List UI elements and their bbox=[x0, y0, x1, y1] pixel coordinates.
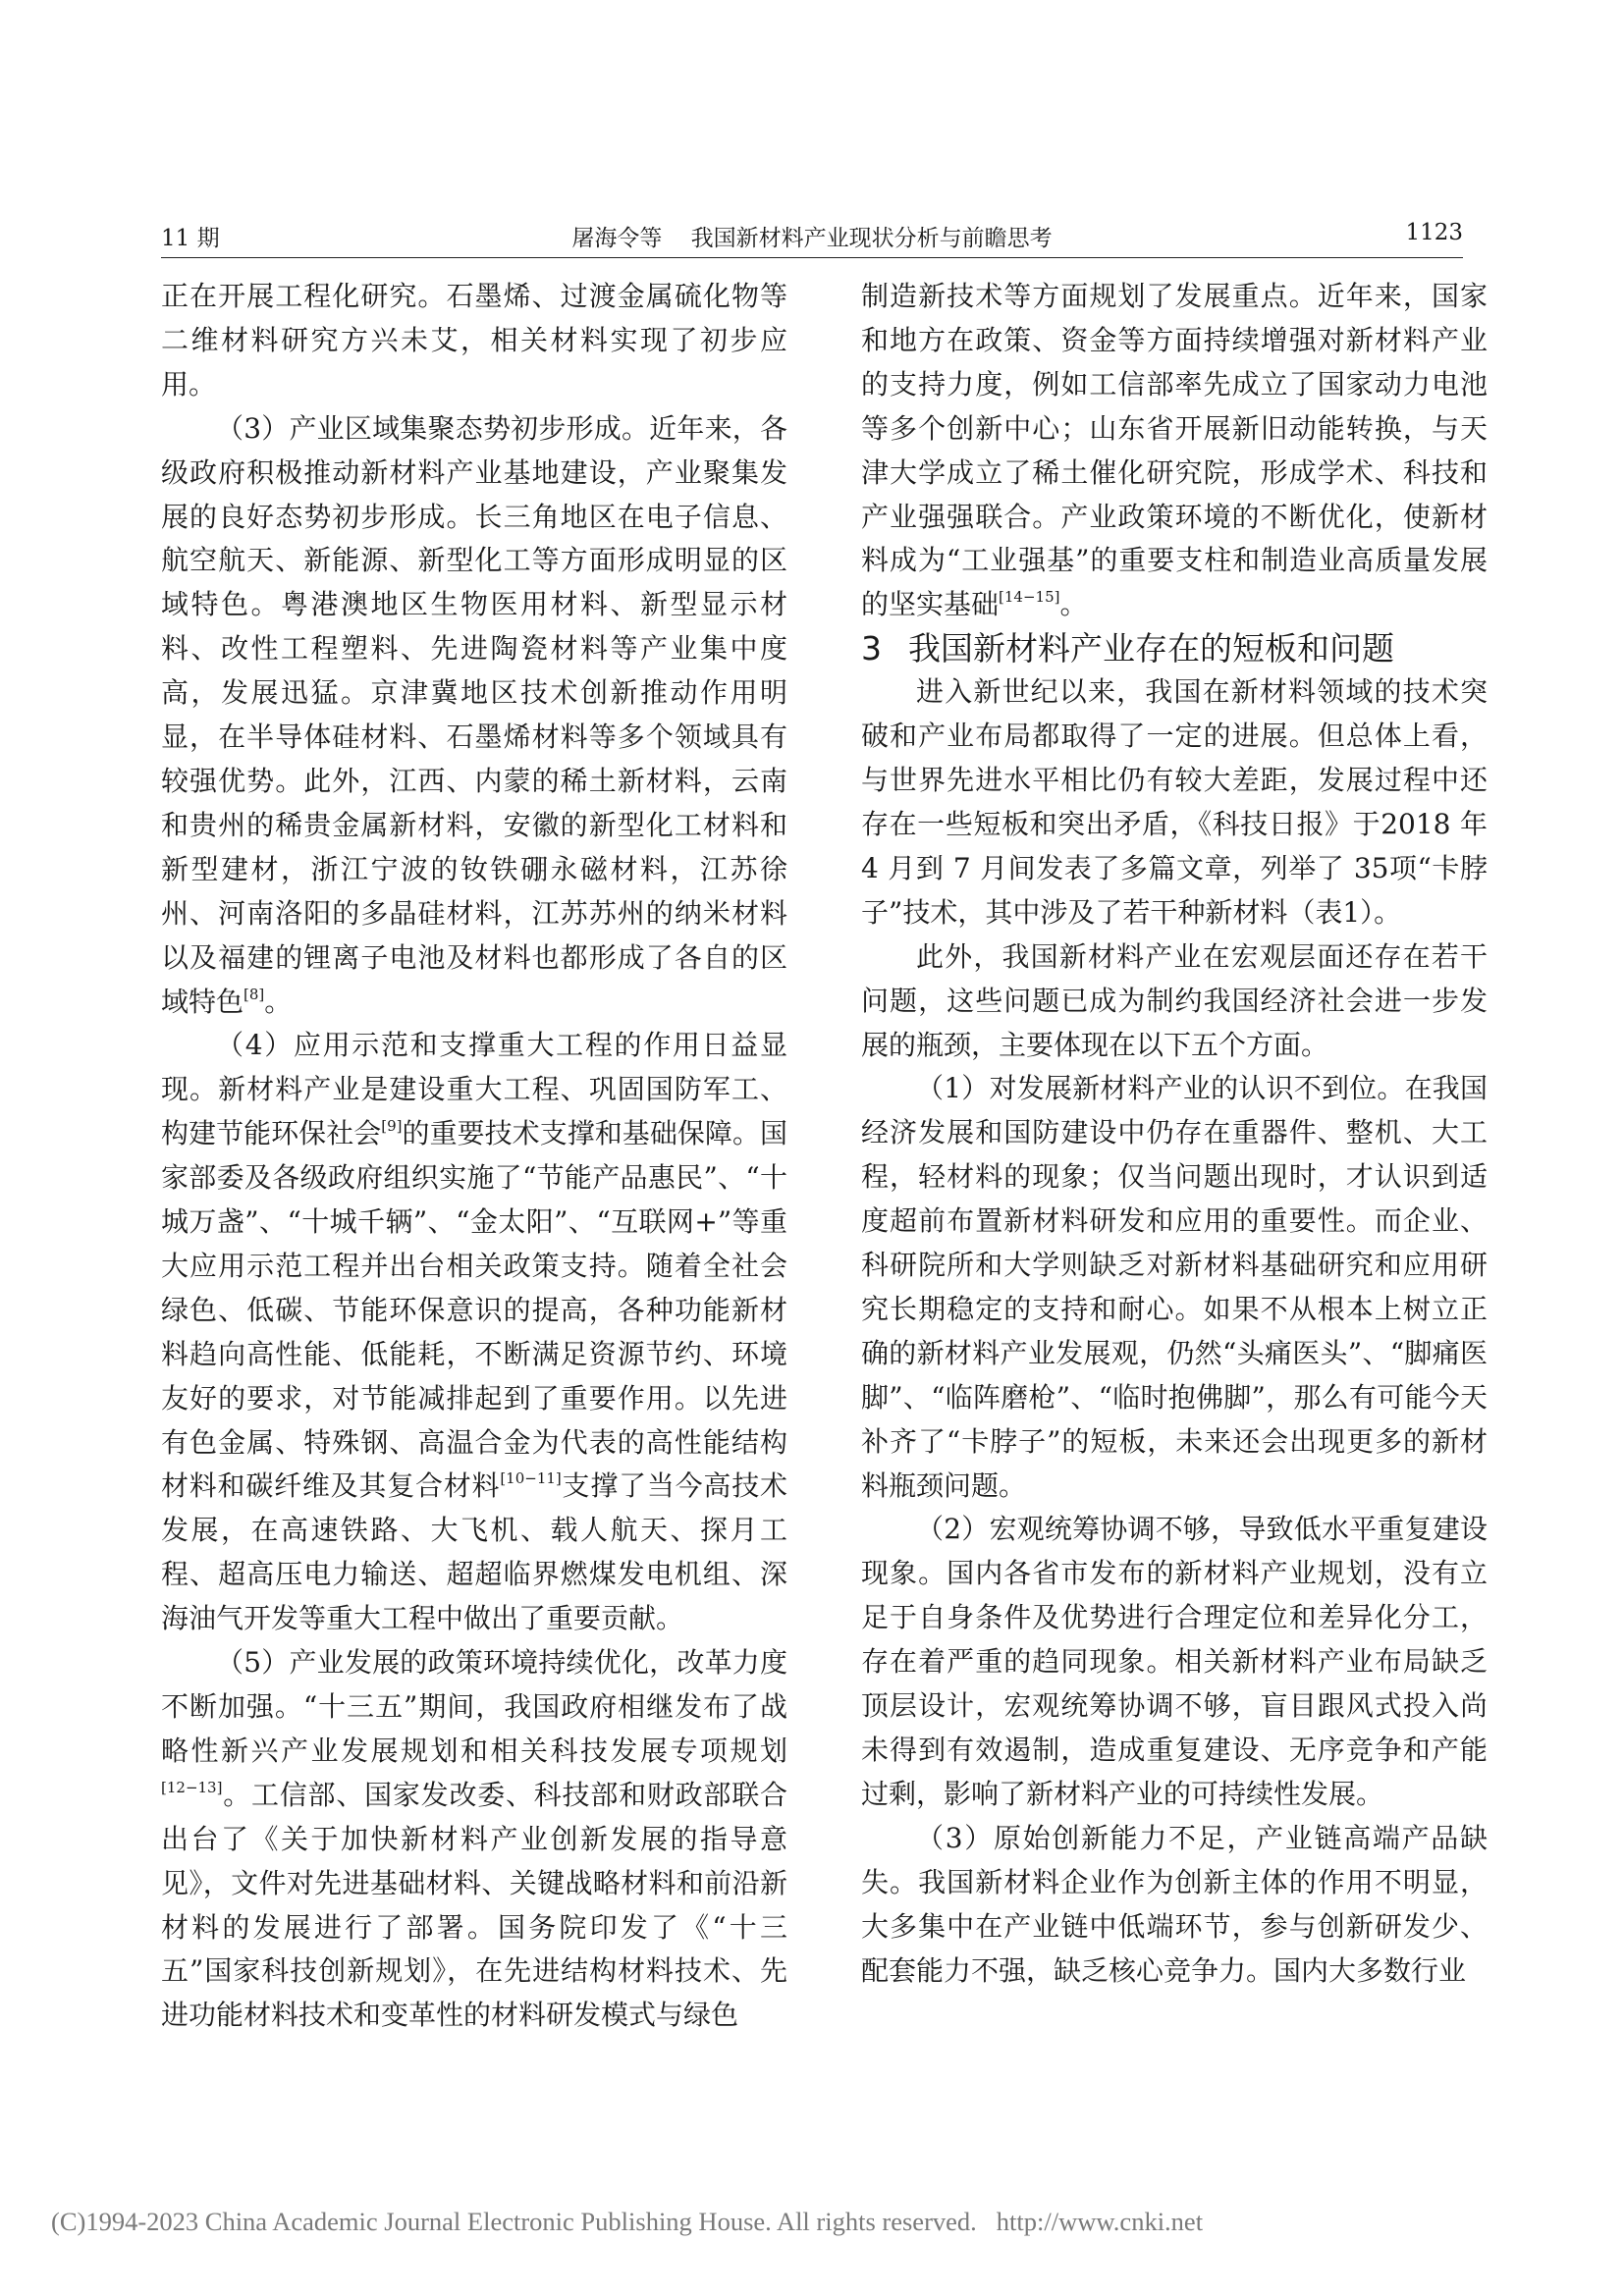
paragraph: 此外，我国新材料产业在宏观层面还存在若干问题，这些问题已成为制约我国经济社会进一步发展的瓶颈，主要体现在以下五个方面。 bbox=[861, 939, 1488, 1061]
paragraph bbox=[861, 275, 1488, 627]
citation: [10−11] bbox=[500, 1469, 562, 1488]
issue-number: 11 期 bbox=[161, 226, 220, 251]
paragraph-text: 制造新技术等方面规划了发展重点。近年来，国家和地方在政策、资金等方面持续增强对新材料产业的支持力度，例如工信部率先成立了国家动力电池等多个创新中心；山东省开展新旧动能转换，与天津大学成立了稀土催化研究院，形成学术、科技和产业强强联合。产业政策环境的不断优化，使新材料成为“工业强基”的重要支柱和制造业高质量发展的坚实基础 bbox=[861, 280, 1488, 621]
paragraph: （1）对发展新材料产业的认识不到位。在我国经济发展和国防建设中仍存在重器件、整机、大工程，轻材料的现象；仅当问题出现时，才认识到适度超前布置新材料研发和应用的重要性。而企业、科研院所和大学则缺乏对新材料基础研究和应用研究长期稳定的支持和耐心。如果不从根本上树立正确的新材料产业发展观，仍然“头痛医头”、“脚痛医脚”、“临阵磨枪”、“临时抱佛脚”，那么有可能今天补齐了“卡脖子”的短板，未来还会出现更多的新材料瓶颈问题。 bbox=[861, 1072, 1488, 1502]
paragraph-text: （3）产业区域集聚态势初步形成。近年来，各级政府积极推动新材料产业基地建设，产业聚集发展的良好态势初步形成。长三角地区在电子信息、航空航天、新能源、新型化工等方面形成明显的区域特色。粤港澳地区生物医用材料、新型显示材料、改性工程塑料、先进陶瓷材料等产业集中度高，发展迅猛。京津冀地区技术创新推动作用明显，在半导体硅材料、石墨烯材料等多个领域具有较强优势。此外，江西、内蒙的稀土新材料，云南和贵州的稀贵金属新材料，安徽的新型化工材料和新型建材，浙江宁波的钕铁硼永磁材料，江苏徐州、河南洛阳的多晶硅材料，江苏苏州的纳米材料以及福建的锂离子电池及材料也都形成了各自的区域特色 bbox=[161, 411, 787, 1018]
paragraph bbox=[161, 1024, 787, 1641]
header-rule bbox=[161, 257, 1463, 258]
paragraph-text: 。工信部、国家发改委、科技部和财政部联合出台了《关于加快新材料产业创新发展的指导意见》，文件对先进基础材料、关键战略材料和前沿新材料的发展进行了部署。国务院印发了《“十三五”国家科技创新规划》，在先进结构材料技术、先进功能材料技术和变革性的材料研发模式与绿色 bbox=[161, 1778, 787, 2032]
section-number: 3 bbox=[861, 629, 882, 668]
section-title: 我国新材料产业存在的短板和问题 bbox=[908, 629, 1394, 668]
section-heading bbox=[861, 627, 1488, 670]
paragraph-text: 支撑了当今高技术发展，在高速铁路、大飞机、载人航天、探月工程、超高压电力输送、超超临界燃煤发电机组、深海油气开发等重大工程中做出了重要贡献。 bbox=[161, 1469, 787, 1635]
citation: [8] bbox=[244, 985, 265, 1003]
paragraph-text: 的重要技术支撑和基础保障。国家部委及各级政府组织实施了“节能产品惠民”、“十城万盏”、“十城千辆”、“金太阳”、“互联网+”等重大应用示范工程并出台相关政策支持。随着全社会绿色、低碳、节能环保意识的提高，各种功能新材料趋向高性能、低能耗，不断满足资源节约、环境友好的要求，对节能减排起到了重要作用。以先进有色金属、特殊钢、高温合金为代表的高性能结构材料和碳纤维及其复合材料 bbox=[161, 1117, 787, 1503]
running-header bbox=[161, 220, 1463, 259]
paragraph: （2）宏观统筹协调不够，导致低水平重复建设现象。国内各省市发布的新材料产业规划，没有立足于自身条件及优势进行合理定位和差异化分工，存在着严重的趋同现象。相关新材料产业布局缺乏顶层设计，宏观统筹协调不够，盲目跟风式投入尚未得到有效遏制，造成重复建设、无序竞争和产能过剩，影响了新材料产业的可持续性发展。 bbox=[861, 1513, 1488, 1810]
footer-url: http://www.cnki.net bbox=[996, 2207, 1204, 2236]
left-column bbox=[161, 275, 787, 2038]
citation: [12−13] bbox=[161, 1778, 223, 1796]
citation: [9] bbox=[381, 1117, 403, 1136]
running-title: 屠海令等 我国新材料产业现状分析与前瞻思考 bbox=[571, 226, 1053, 251]
paragraph-text: 。 bbox=[1059, 588, 1088, 621]
paragraph bbox=[161, 407, 787, 1025]
paragraph bbox=[161, 1641, 787, 2038]
copyright-text: (C)1994-2023 China Academic Journal Electronic Publishing House. All rights reserved. bbox=[51, 2207, 977, 2236]
page-number: 1123 bbox=[1405, 220, 1463, 245]
paragraph-text: （5）产业发展的政策环境持续优化，改革力度不断加强。“十三五”期间，我国政府相继发布了战略性新兴产业发展规划和相关科技发展专项规划 bbox=[161, 1646, 787, 1767]
paragraph-text: 。 bbox=[264, 985, 293, 1018]
paragraph: 进入新世纪以来，我国在新材料领域的技术突破和产业布局都取得了一定的进展。但总体上看，与世界先进水平相比仍有较大差距，发展过程中还存在一些短板和突出矛盾，《科技日报》于2018 年 4 月到 7 月间发表了多篇文章，列举了 35项“卡脖子”技术，其中涉及了若干种新材料（表1）。 bbox=[861, 675, 1488, 929]
paragraph: 正在开展工程化研究。石墨烯、过渡金属硫化物等二维材料研究方兴未艾，相关材料实现了初步应用。 bbox=[161, 280, 787, 400]
paragraph: （3）原始创新能力不足，产业链高端产品缺失。我国新材料企业作为创新主体的作用不明显，大多集中在产业链中低端环节，参与创新研发少、配套能力不强，缺乏核心竞争力。国内大多数行业 bbox=[861, 1821, 1488, 1987]
paragraph-text: （4）应用示范和支撑重大工程的作用日益显现。新材料产业是建设重大工程、巩固国防军工、构建节能环保社会 bbox=[161, 1029, 787, 1150]
copyright-footer bbox=[51, 2207, 1524, 2237]
citation: [14−15] bbox=[999, 588, 1060, 607]
right-column bbox=[861, 275, 1488, 1993]
